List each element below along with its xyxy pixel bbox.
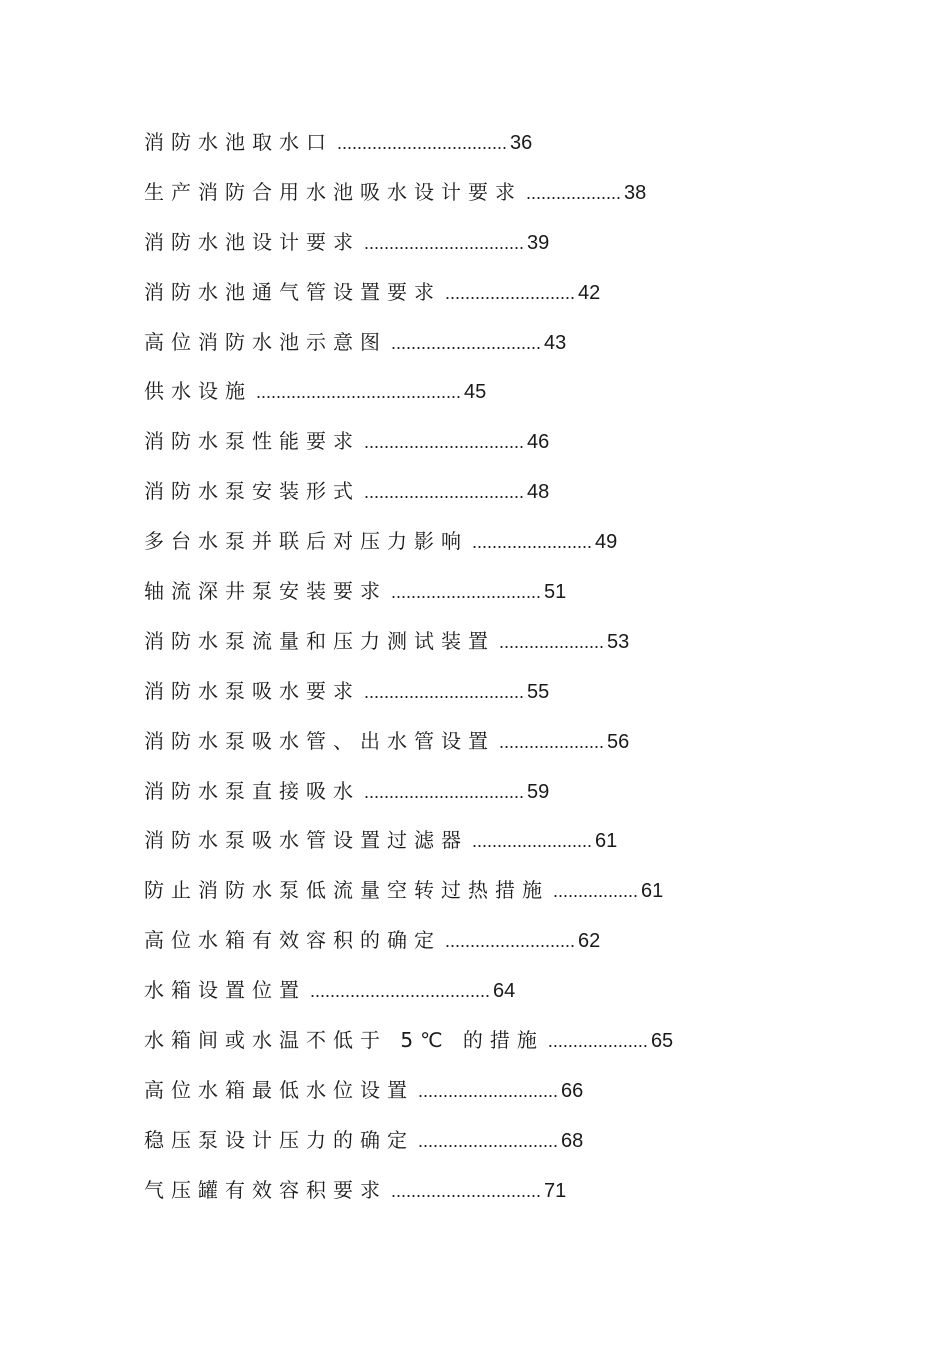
toc-entry[interactable] [144,318,864,368]
toc-entry-title: 消防水泵流量和压力测试装置 [144,628,495,653]
toc-entry-page-number: 61 [595,830,618,853]
toc-entry[interactable] [144,268,864,318]
toc-entry-page-number: 49 [595,531,618,554]
toc-entry-title: 气压罐有效容积要求 [144,1177,387,1202]
toc-entry-page-number: 43 [544,331,567,354]
toc-entry[interactable] [144,218,864,268]
toc-entry[interactable] [144,866,864,916]
toc-entry-title: 消防水泵安装形式 [144,479,360,504]
toc-entry[interactable] [144,617,864,667]
toc-entry-title: 消防水泵直接吸水 [144,778,360,803]
toc-entry-title: 消防水池取水口 [144,130,333,154]
toc-entry[interactable] [144,767,864,817]
toc-entry[interactable] [144,1016,864,1066]
toc-entry-leader: ..................... [499,631,605,652]
toc-entry-page-number: 55 [527,680,550,703]
toc-entry-leader: ................................ [364,781,525,802]
toc-entry-title: 高位水箱最低水位设置 [144,1077,414,1102]
toc-entry-title: 消防水泵吸水管、出水管设置 [144,728,495,753]
toc-entry-page-number: 62 [578,930,601,953]
table-of-contents [144,118,864,1216]
toc-entry-leader: .......................... [445,282,576,303]
toc-entry-page-number: 53 [607,630,630,653]
toc-entry-leader: ............................ [418,1080,559,1101]
toc-entry-title: 稳压泵设计压力的确定 [144,1127,414,1152]
toc-entry-leader: .................................. [337,133,508,153]
toc-entry-page-number: 71 [544,1179,567,1202]
toc-entry-leader: ................................ [364,232,525,253]
toc-entry-leader: .................................... [310,981,491,1002]
toc-entry-page-number: 51 [544,581,567,604]
toc-entry-page-number: 59 [527,780,550,803]
toc-entry[interactable] [144,966,864,1016]
toc-entry-page-number: 64 [493,980,516,1003]
toc-entry-title: 高位水箱有效容积的确定 [144,928,441,953]
toc-entry-leader: ................................ [364,482,525,503]
toc-entry[interactable] [144,816,864,866]
toc-entry-leader: .................... [547,1031,648,1052]
toc-entry-page-number: 46 [527,431,550,454]
toc-entry-title: 消防水泵吸水要求 [144,678,360,703]
toc-entry-page-number: 42 [578,281,601,304]
toc-entry[interactable] [144,168,864,218]
toc-entry-title: 多台水泵并联后对压力影响 [144,529,468,554]
toc-entry[interactable] [144,417,864,467]
toc-entry-page-number: 45 [464,381,487,404]
toc-entry-leader: .............................. [391,1180,542,1201]
toc-entry[interactable] [144,916,864,966]
toc-entry-leader: ........................ [472,532,593,553]
toc-entry-title: 消防水泵吸水管设置过滤器 [144,828,468,853]
toc-entry-title: 消防水池通气管设置要求 [144,279,441,304]
toc-entry-page-number: 39 [527,231,550,254]
toc-entry-leader: ................. [553,881,639,902]
toc-entry-page-number: 48 [527,481,550,504]
toc-entry-page-number: 66 [561,1079,584,1102]
toc-entry-title: 水箱设置位置 [144,978,306,1003]
toc-entry-title: 生产消防合用水池吸水设计要求 [144,179,522,204]
toc-entry[interactable] [144,1116,864,1166]
toc-entry-page-number: 38 [624,181,647,204]
toc-entry[interactable] [144,517,864,567]
toc-entry-leader: .............................. [391,332,542,353]
toc-entry-leader: ......................................... [256,382,462,403]
toc-entry[interactable] [144,1166,864,1216]
toc-entry-page-number: 36 [510,132,533,154]
toc-entry-leader: ................................ [364,432,525,453]
toc-entry-leader: .......................... [445,931,576,952]
toc-entry-title: 高位消防水池示意图 [144,329,387,354]
toc-entry[interactable] [144,717,864,767]
toc-entry-page-number: 65 [650,1030,674,1053]
toc-entry-leader: .............................. [391,582,542,603]
toc-entry-title: 供水设施 [144,379,252,404]
toc-entry-leader: ..................... [499,731,605,752]
toc-entry-page-number: 61 [641,880,664,903]
toc-entry-title: 水箱间或水温不低于 5℃ 的措施 [144,1028,544,1053]
toc-entry[interactable] [144,118,864,168]
toc-entry-title: 轴流深井泵安装要求 [144,579,387,604]
toc-entry-page-number: 68 [561,1129,584,1152]
toc-entry-leader: ............................ [418,1130,559,1151]
toc-entry[interactable] [144,1066,864,1116]
toc-entry[interactable] [144,367,864,417]
toc-entry[interactable] [144,567,864,617]
toc-entry-leader: ........................ [472,831,593,852]
toc-entry-leader: ................................ [364,681,525,702]
toc-entry-title: 消防水池设计要求 [144,229,360,254]
toc-entry[interactable] [144,667,864,717]
toc-entry-leader: ................... [526,182,622,203]
toc-entry-page-number: 56 [607,730,630,753]
toc-entry-title: 防止消防水泵低流量空转过热措施 [144,878,549,903]
toc-entry-title: 消防水泵性能要求 [144,429,360,454]
toc-entry[interactable] [144,467,864,517]
